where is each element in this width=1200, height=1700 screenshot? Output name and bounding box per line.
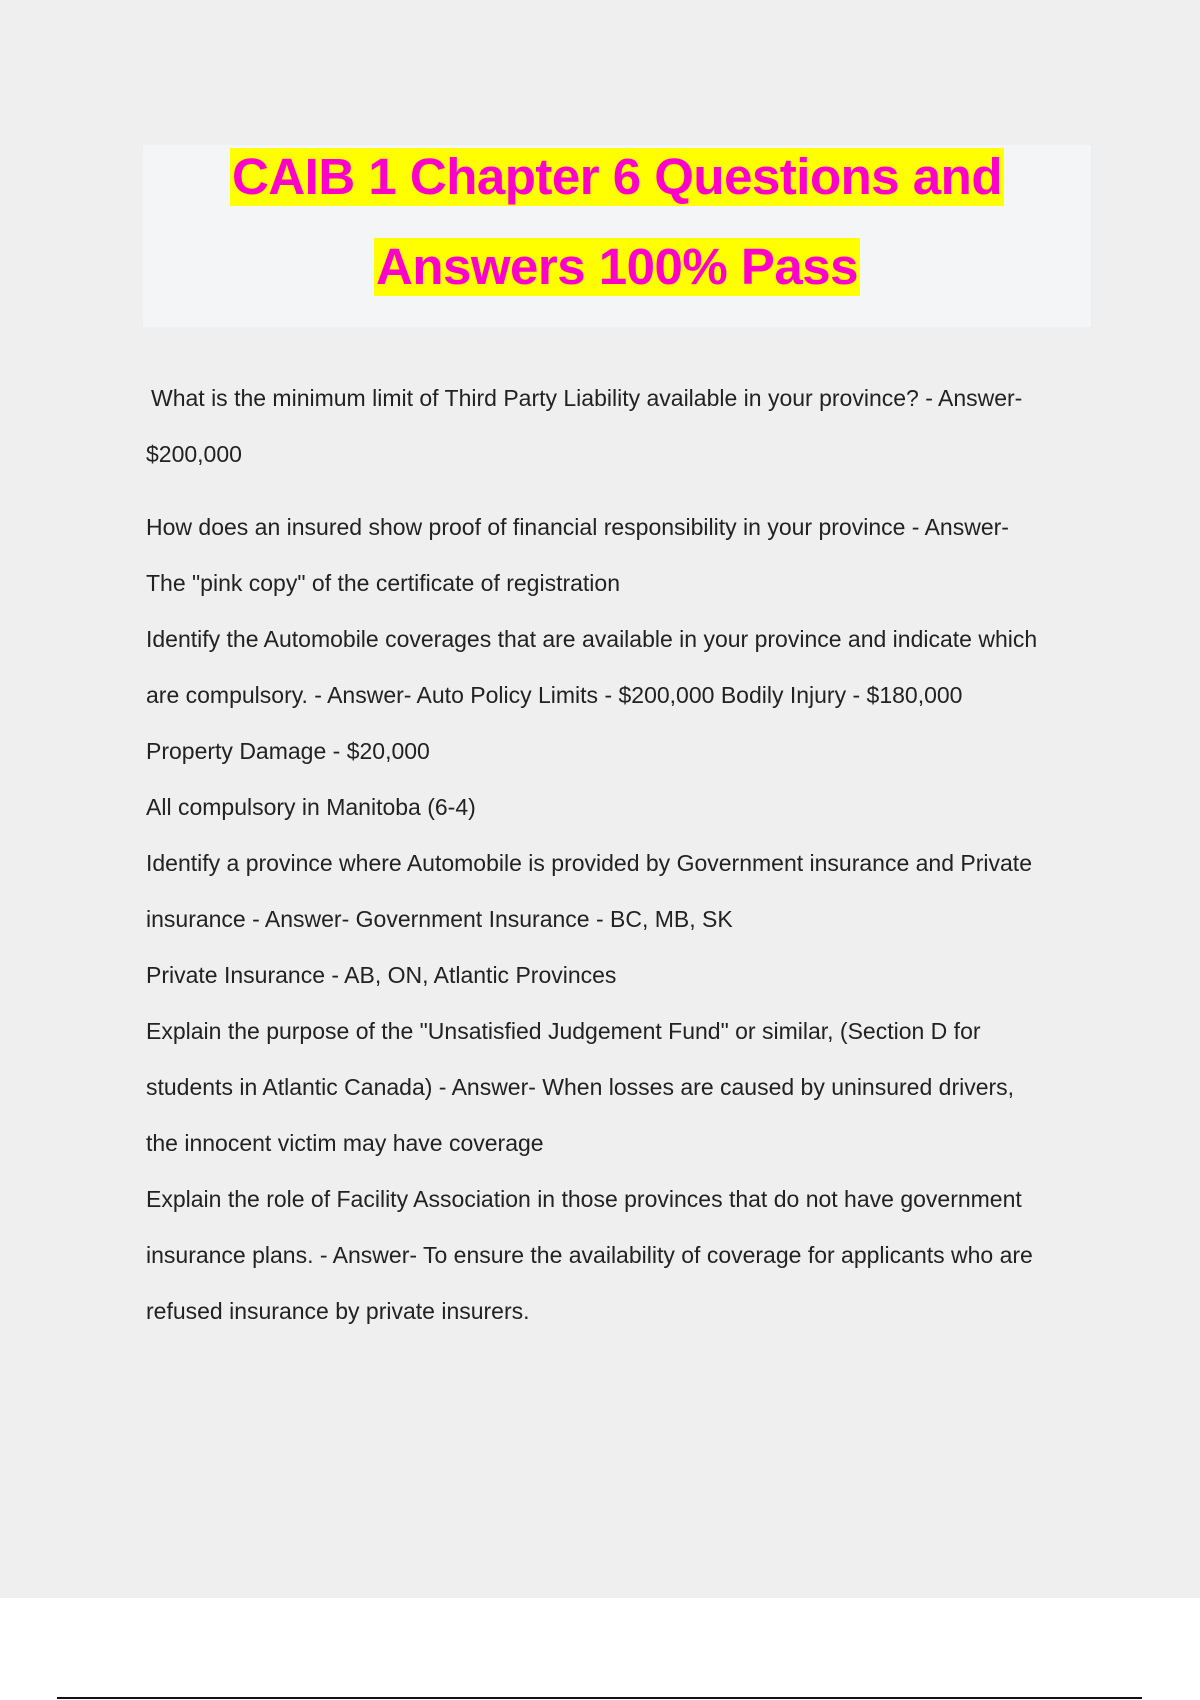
footer-divider bbox=[57, 1697, 1142, 1699]
question-5-line-2: students in Atlantic Canada) - Answer- When losses are caused by uninsured drivers, bbox=[146, 1074, 1015, 1100]
answer-4-line: Private Insurance - AB, ON, Atlantic Provinces bbox=[146, 962, 617, 988]
answer-1-line: $200,000 bbox=[146, 441, 242, 467]
question-5-line-1: Explain the purpose of the "Unsatisfied Judgement Fund" or similar, (Section D for bbox=[146, 1018, 981, 1044]
question-1-line-1: What is the minimum limit of Third Party Liability available in your province? - Answer- bbox=[151, 385, 1023, 411]
question-3-line-2: are compulsory. - Answer- Auto Policy Limits - $200,000 Bodily Injury - $180,000 bbox=[146, 682, 963, 708]
paragraph-gap bbox=[146, 482, 1091, 499]
question-2-line-1: How does an insured show proof of financial responsibility in your province - Answer- bbox=[146, 514, 1009, 540]
answer-3-line-1: Property Damage - $20,000 bbox=[146, 738, 430, 764]
question-6-line-1: Explain the role of Facility Association in those provinces that do not have government bbox=[146, 1186, 1022, 1212]
page-title-line-2: Answers 100% Pass bbox=[376, 238, 858, 295]
answer-3-line-2: All compulsory in Manitoba (6-4) bbox=[146, 794, 476, 820]
question-4-line-2: insurance - Answer- Government Insurance - BC, MB, SK bbox=[146, 906, 733, 932]
page-title-line-1: CAIB 1 Chapter 6 Questions and bbox=[232, 148, 1002, 205]
question-6-line-2: insurance plans. - Answer- To ensure the availability of coverage for applicants who are bbox=[146, 1242, 1033, 1268]
question-4-line-1: Identify a province where Automobile is provided by Government insurance and Private bbox=[146, 850, 1032, 876]
answer-6-line: refused insurance by private insurers. bbox=[146, 1298, 530, 1324]
qa-content bbox=[146, 370, 1091, 1339]
answer-5-line: the innocent victim may have coverage bbox=[146, 1130, 544, 1156]
title-box bbox=[143, 145, 1091, 327]
question-3-line-1: Identify the Automobile coverages that are available in your province and indicate which bbox=[146, 626, 1038, 652]
answer-2-line: The "pink copy" of the certificate of registration bbox=[146, 570, 621, 596]
